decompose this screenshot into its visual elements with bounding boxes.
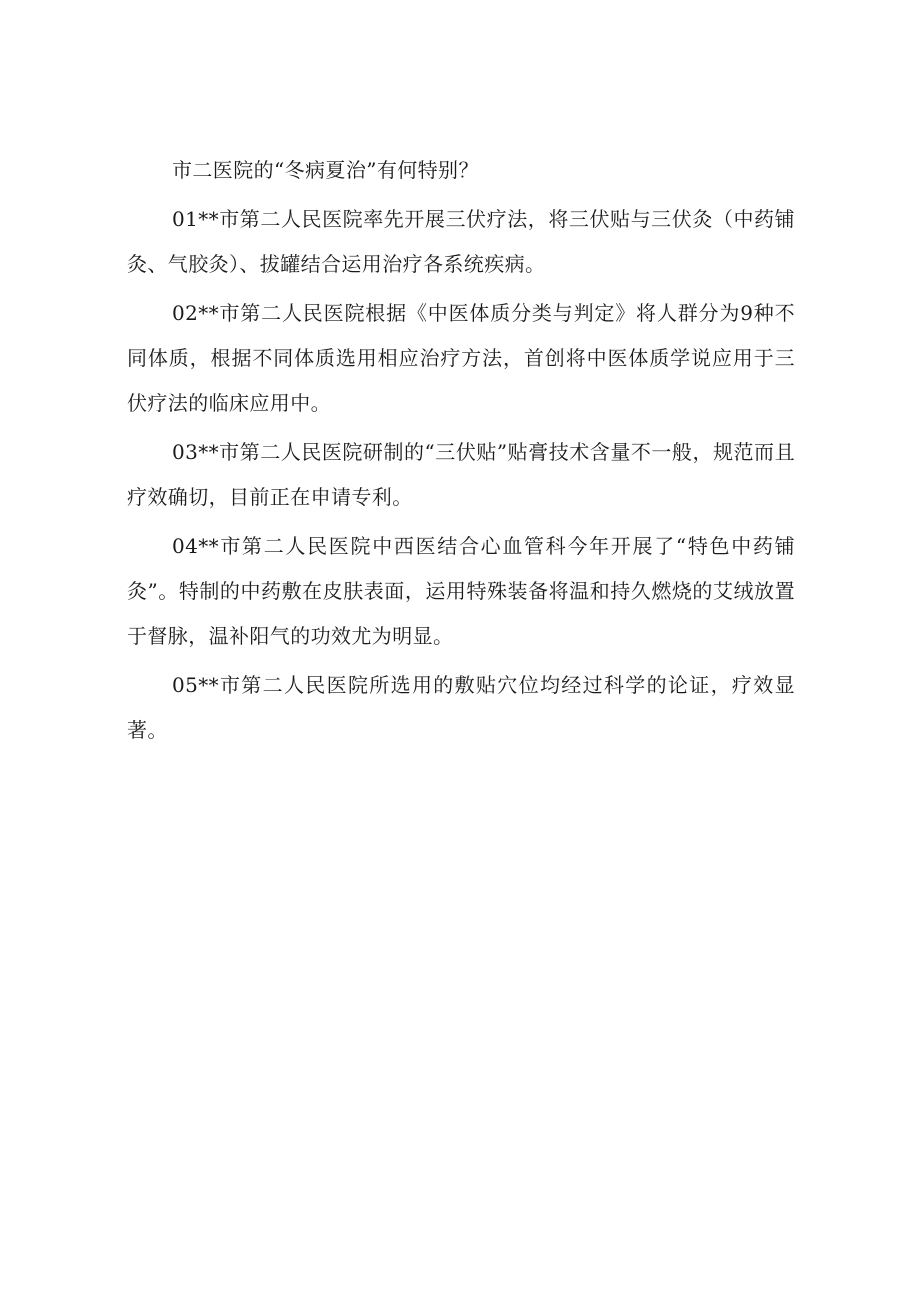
document-body xyxy=(127,148,795,757)
paragraph-02: 02**市第二人民医院根据《中医体质分类与判定》将人群分为9种不同体质，根据不同体质选用相应治疗方法，首创将中医体质学说应用于三伏疗法的临床应用中。 xyxy=(127,301,795,415)
paragraph-01: 01**市第二人民医院率先开展三伏疗法，将三伏贴与三伏灸（中药铺灸、气胶灸）、拔罐结合运用治疗各系统疾病。 xyxy=(127,207,795,276)
paragraph-03: 03**市第二人民医院研制的“三伏贴”贴膏技术含量不一般，规范而且疗效确切，目前正在申请专利。 xyxy=(127,440,795,509)
paragraph-04: 04**市第二人民医院中西医结合心血管科今年开展了“特色中药铺灸”。特制的中药敷在皮肤表面，运用特殊装备将温和持久燃烧的艾绒放置于督脉，温补阳气的功效尤为明显。 xyxy=(127,534,795,648)
paragraph-05: 05**市第二人民医院所选用的敷贴穴位均经过科学的论证，疗效显著。 xyxy=(127,673,795,742)
document-heading: 市二医院的“冬病夏治”有何特别？ xyxy=(172,158,479,182)
